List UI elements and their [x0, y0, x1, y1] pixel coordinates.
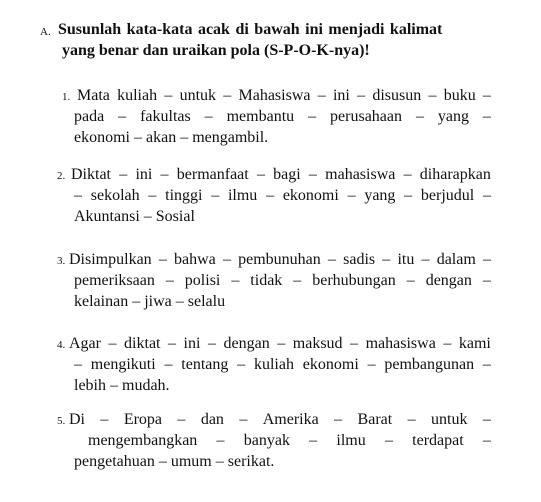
word: – [164, 356, 173, 373]
item-line: lebih – mudah. [74, 377, 170, 394]
word: Amerika [262, 411, 319, 428]
word: ekonomi [282, 187, 339, 204]
word: – [404, 187, 413, 204]
word: yang [364, 187, 396, 204]
item-line: Akuntansi – Sosial [74, 208, 195, 225]
word: pada [74, 108, 105, 125]
word: Mahasiswa [238, 87, 311, 104]
item-line [88, 431, 491, 451]
word: – [204, 108, 213, 125]
word: – [148, 187, 157, 204]
word: membantu [226, 108, 295, 125]
word: – [483, 187, 491, 204]
word: untuk [179, 87, 217, 104]
word: – [211, 187, 220, 204]
word: – [293, 272, 302, 289]
word: – [482, 411, 491, 428]
word: – [421, 251, 430, 268]
word: – [482, 356, 491, 373]
word: Barat [357, 411, 393, 428]
item-number: 3. [57, 255, 66, 267]
word: – [367, 356, 376, 373]
instruction-line-2: yang benar dan uraikan pola (S-P-O-K-nya)! [62, 42, 370, 59]
word: fakultas [140, 108, 191, 125]
word: ilmu [227, 187, 258, 204]
word: – [118, 108, 127, 125]
word: – [428, 87, 437, 104]
word: diharapkan [419, 166, 491, 183]
word: – [158, 251, 167, 268]
word: Mata [77, 87, 110, 104]
item-line [69, 250, 491, 270]
word: banyak [243, 432, 290, 449]
word: mahasiswa [325, 166, 396, 183]
word: ini [183, 335, 201, 352]
word: buku [443, 87, 476, 104]
word: dengan [223, 335, 270, 352]
word: – [239, 411, 248, 428]
word: – [119, 166, 128, 183]
word: – [277, 335, 286, 352]
item-line: kelainan – jiwa – selalu [74, 293, 226, 310]
word: kuliah [117, 87, 158, 104]
word: – [308, 166, 317, 183]
word: – [216, 432, 225, 449]
word: – [407, 411, 416, 428]
word: mengikuti [90, 356, 156, 373]
word: – [207, 335, 216, 352]
word: – [415, 108, 424, 125]
word: ini [332, 87, 350, 104]
item-line [74, 107, 491, 127]
word: sadis [343, 251, 376, 268]
word: tidak [250, 272, 283, 289]
item-number: 2. [57, 170, 66, 182]
word: – [347, 187, 356, 204]
word: berjudul [420, 187, 475, 204]
word: – [482, 272, 491, 289]
instruction-line-1: Susunlah kata-kata acak di bawah ini menjadi kalimat [58, 21, 443, 38]
item-number: 4. [57, 339, 66, 351]
word: bermanfaat [176, 166, 249, 183]
word: – [266, 187, 275, 204]
word: disusun [372, 87, 422, 104]
word: ilmu [336, 432, 366, 449]
word: – [384, 432, 393, 449]
word: ini [135, 166, 153, 183]
word: dengan [425, 272, 472, 289]
word: – [256, 166, 265, 183]
word: – [357, 87, 366, 104]
word: dan [200, 411, 224, 428]
word: Di [69, 411, 85, 428]
word: pembangunan [384, 356, 475, 373]
word: perusahaan [330, 108, 402, 125]
word: – [443, 335, 452, 352]
word: untuk [431, 411, 468, 428]
item-line [74, 186, 491, 206]
word: – [160, 166, 169, 183]
word: – [406, 272, 415, 289]
word: – [334, 411, 343, 428]
word: – [403, 166, 412, 183]
item-line [74, 271, 491, 291]
word: – [482, 251, 491, 268]
word: – [482, 108, 491, 125]
word: – [382, 251, 391, 268]
word: terdapat [412, 432, 464, 449]
word: – [108, 335, 117, 352]
word: – [327, 251, 336, 268]
word: Agar [69, 335, 101, 352]
word: Eropa [123, 411, 163, 428]
word: – [350, 335, 359, 352]
word: pemeriksaan [74, 272, 155, 289]
word: – [317, 87, 326, 104]
word: kami [458, 335, 491, 352]
word: itu [397, 251, 415, 268]
item-number: 1. [62, 91, 71, 103]
word: pembunuhan [238, 251, 321, 268]
word: tentang [181, 356, 229, 373]
word: berhubungan [312, 272, 396, 289]
word: tinggi [165, 187, 203, 204]
word: – [223, 87, 232, 104]
word: – [482, 87, 491, 104]
word: – [177, 411, 186, 428]
word: Disimpulkan [69, 251, 152, 268]
item-line [77, 86, 491, 106]
word: bahwa [174, 251, 216, 268]
word: – [165, 272, 174, 289]
word: – [482, 432, 491, 449]
word: kuliah [253, 356, 294, 373]
word: maksud [292, 335, 343, 352]
item-line [74, 355, 491, 375]
word: mengembangkan [88, 432, 198, 449]
word: – [74, 187, 82, 204]
item-line: pengetahuan – umum – serikat. [74, 453, 275, 470]
word: sekolah [90, 187, 140, 204]
word: – [308, 108, 317, 125]
word: – [309, 432, 318, 449]
section-marker: A. [40, 26, 51, 38]
item-line [69, 410, 491, 430]
word: – [164, 87, 173, 104]
word: polisi [184, 272, 221, 289]
word: – [222, 251, 231, 268]
item-line [69, 334, 491, 354]
word: diktat [124, 335, 161, 352]
item-number: 5. [57, 415, 66, 427]
item-line: ekonomi – akan – mengambil. [74, 129, 269, 146]
word: – [100, 411, 109, 428]
word: – [74, 356, 82, 373]
word: dalam [436, 251, 476, 268]
item-line [71, 165, 491, 185]
word: – [168, 335, 177, 352]
word: – [237, 356, 246, 373]
word: yang [437, 108, 469, 125]
word: bagi [273, 166, 301, 183]
word: Diktat [71, 166, 111, 183]
word: mahasiswa [365, 335, 436, 352]
word: – [231, 272, 240, 289]
word: ekonomi [302, 356, 359, 373]
